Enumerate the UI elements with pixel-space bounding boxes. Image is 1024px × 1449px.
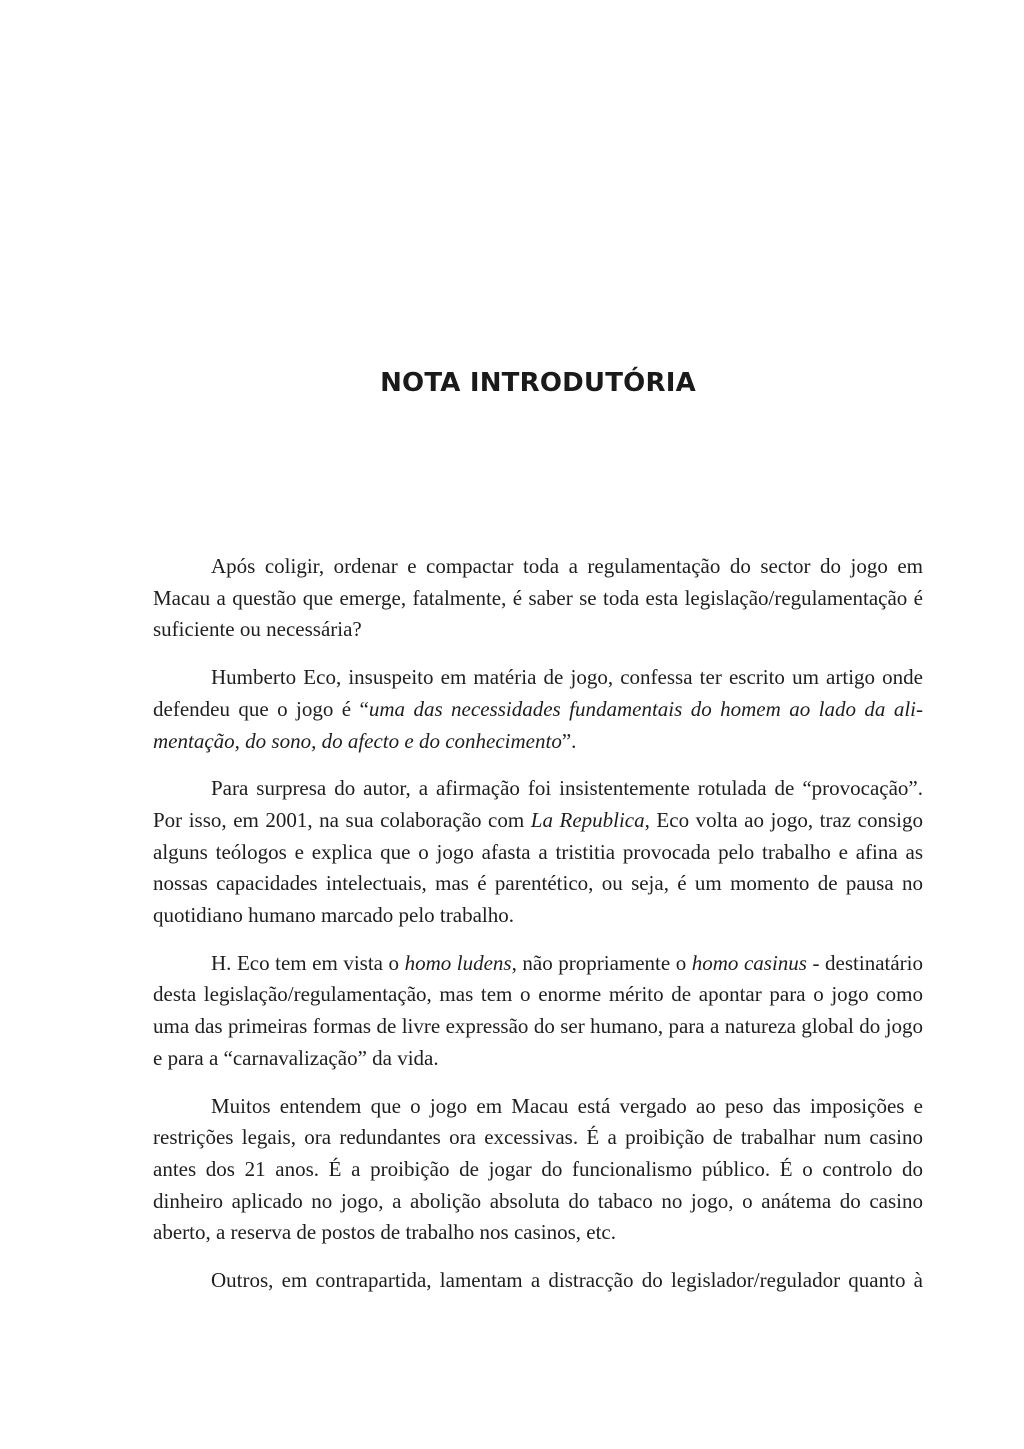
paragraph-6 (153, 1265, 923, 1297)
paragraph-3-text-a: Para surpresa do autor, a afirmação foi insistentemente rotulada de “provocação”. Por isso, em 2001, na sua colaboração com (153, 776, 923, 832)
paragraph-3 (153, 773, 923, 932)
paragraph-5 (153, 1091, 923, 1250)
paragraph-2-text-c: ”. (561, 728, 577, 753)
paragraph-2-quote: uma das necessidades fundamentais do homem ao lado da alimentação, do sono, do afecto e do conhecimento (153, 696, 923, 753)
paragraph-2-text-a: Humberto Eco, insuspeito em matéria de jogo, confessa ter escrito um artigo onde defendeu que o jogo é “ (153, 665, 923, 721)
paragraph-4-text-c: , não propriamente o (511, 950, 692, 975)
paragraph-5-text: Muitos entendem que o jogo em Macau está vergado ao peso das imposições e restrições legais, ora redundantes ora excessivas. É a proibição de trabalhar num casino antes dos 21 anos. É a proibição de jogar do funcionalismo público. É o controlo do dinheiro aplicado no jogo, a abolição absoluta do tabaco no jogo, o anátema do casino aberto, a reserva de postos de trabalho nos casinos, etc. (153, 1093, 923, 1245)
page-title: NOTA INTRODUTÓRIA (380, 368, 696, 398)
paragraph-2 (153, 662, 923, 757)
paragraph-4 (153, 948, 923, 1075)
paragraph-4-term-casinus: homo casinus (691, 950, 807, 975)
paragraph-3-publication: La Republica (530, 807, 645, 832)
paragraph-1-text: Após coligir, ordenar e compactar toda a regulamentação do sector do jogo em Macau a questão que emerge, fatalmente, é saber se toda esta legislação/regulamentação é suficiente ou necessária? (153, 554, 923, 642)
paragraph-4-text-a: H. Eco tem em vista o (211, 950, 405, 975)
paragraph-3-text-c: , Eco volta ao jogo, traz consigo alguns teólogos e explica que o jogo afasta a tristitia provocada pelo trabalho e afina as nossas capacidades intelectuais, mas é parentético, ou seja, é um momento de pausa no quotidiano humano marcado pelo trabalho. (153, 807, 923, 928)
paragraph-1 (153, 551, 923, 646)
paragraph-4-text-e: - destinatário desta legislação/regulamentação, mas tem o enorme mérito de apontar para o jogo como uma das primeiras formas de livre expressão do ser humano, para a natureza global do jogo e para a “carnavalização” da vida. (153, 950, 923, 1070)
paragraph-6-text: Outros, em contrapartida, lamentam a distracção do legislador/regulador quanto à (211, 1268, 923, 1293)
body-text (153, 551, 923, 1313)
paragraph-4-term-ludens: homo ludens (404, 950, 512, 975)
